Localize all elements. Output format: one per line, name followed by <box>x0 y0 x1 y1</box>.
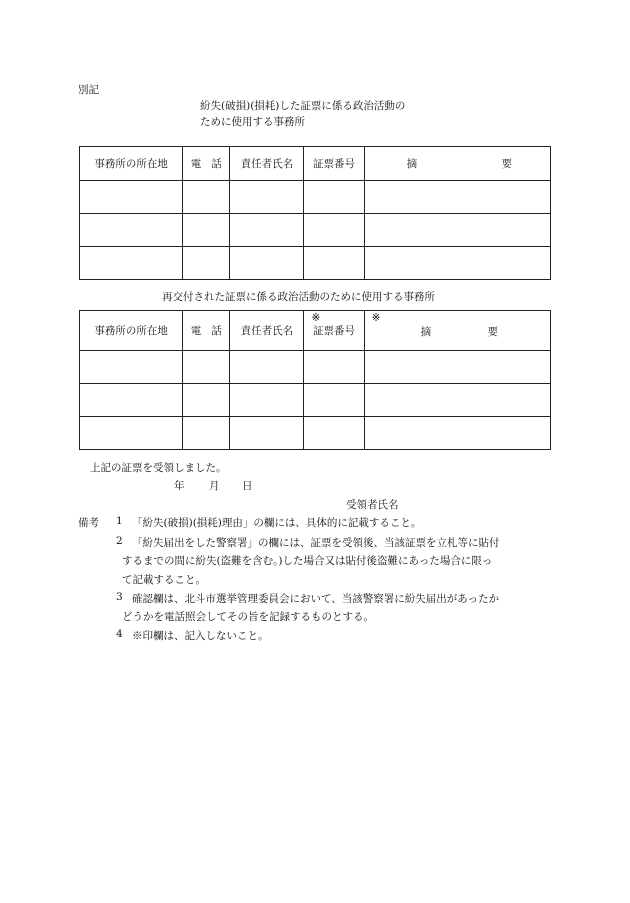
cell-phone[interactable] <box>183 247 230 280</box>
col-header-summary <box>364 311 550 351</box>
cell-person[interactable] <box>230 417 304 450</box>
receipt-statement: 上記の証票を受領しました。 <box>90 462 227 474</box>
cell-person[interactable] <box>230 247 304 280</box>
form-title-line2: ために使用する事務所 <box>200 116 305 128</box>
cell-cert[interactable] <box>304 417 364 450</box>
note-text-line: どうかを電話照会してその旨を記録するものとする。 <box>122 611 374 623</box>
col-header-phone <box>183 311 230 351</box>
col-header-phone-char2: 話 <box>211 325 222 337</box>
table-header-row <box>80 311 551 351</box>
table-row <box>80 214 551 247</box>
reissued-certificate-office-table <box>79 310 551 450</box>
col-header-person: 責任者氏名 <box>230 311 304 351</box>
cert-note-mark: ※ <box>311 312 321 324</box>
cell-address[interactable] <box>80 351 183 384</box>
cell-cert[interactable] <box>304 351 364 384</box>
col-header-summary-char1: 摘 <box>406 158 418 170</box>
table-header-row <box>80 147 551 181</box>
note-number: 3 <box>116 591 123 603</box>
table-row <box>80 181 551 214</box>
date-month-label: 月 <box>209 480 220 492</box>
cell-address[interactable] <box>80 247 183 280</box>
col-header-phone-char2: 話 <box>211 158 222 170</box>
form-title-line1: 紛失(破損)(損耗)した証票に係る政治活動の <box>200 100 406 112</box>
cell-cert[interactable] <box>304 214 364 247</box>
col-header-address: 事務所の所在地 <box>80 147 183 181</box>
col-header-summary-char2: 要 <box>487 326 498 338</box>
col-header-cert <box>304 311 364 351</box>
cell-summary[interactable] <box>364 247 550 280</box>
table-row <box>80 247 551 280</box>
cell-summary[interactable] <box>364 417 550 450</box>
cell-phone[interactable] <box>183 351 230 384</box>
table-row <box>80 417 551 450</box>
cell-summary[interactable] <box>364 181 550 214</box>
reissued-section-title: 再交付された証票に係る政治活動のために使用する事務所 <box>162 291 435 303</box>
col-header-address: 事務所の所在地 <box>80 311 183 351</box>
cell-phone[interactable] <box>183 417 230 450</box>
note-number: 2 <box>116 535 123 547</box>
cell-person[interactable] <box>230 214 304 247</box>
col-header-phone-char1: 電 <box>190 158 202 170</box>
table-row <box>80 351 551 384</box>
cell-phone[interactable] <box>183 214 230 247</box>
cell-cert[interactable] <box>304 247 364 280</box>
cell-address[interactable] <box>80 384 183 417</box>
cell-phone[interactable] <box>183 181 230 214</box>
col-header-person: 責任者氏名 <box>230 147 304 181</box>
note-text-line: て記載すること。 <box>122 574 206 586</box>
cell-address[interactable] <box>80 181 183 214</box>
cell-address[interactable] <box>80 417 183 450</box>
summary-note-mark: ※ <box>371 312 381 324</box>
table-row <box>80 384 551 417</box>
note-text-line: 「紛失(破損)(損耗)理由」の欄には、具体的に記載すること。 <box>132 517 422 529</box>
cell-person[interactable] <box>230 181 304 214</box>
note-number: 1 <box>116 515 123 527</box>
col-header-summary-char1: 摘 <box>420 326 432 338</box>
cell-summary[interactable] <box>364 214 550 247</box>
lost-certificate-office-table <box>79 146 551 280</box>
appendix-label: 別記 <box>78 84 99 96</box>
cell-person[interactable] <box>230 351 304 384</box>
cell-cert[interactable] <box>304 384 364 417</box>
cell-summary[interactable] <box>364 351 550 384</box>
date-day-label: 日 <box>242 480 253 492</box>
note-number: 4 <box>116 628 123 640</box>
col-header-summary-char2: 要 <box>501 158 512 170</box>
cell-person[interactable] <box>230 384 304 417</box>
notes-label: 備考 <box>78 517 99 529</box>
col-header-cert-label: 証票番号 <box>313 325 356 337</box>
date-year-label: 年 <box>174 480 185 492</box>
recipient-name-label: 受領者氏名 <box>346 499 399 511</box>
cell-address[interactable] <box>80 214 183 247</box>
note-text-line: 確認欄は、北斗市選挙管理委員会において、当該警察署に紛失届出があったか <box>132 593 500 605</box>
col-header-summary <box>364 147 550 181</box>
col-header-phone <box>183 147 230 181</box>
cell-summary[interactable] <box>364 384 550 417</box>
note-text-line: 「紛失届出をした警察署」の欄には、証票を受領後、当該証票を立札等に貼付 <box>132 537 500 549</box>
cell-cert[interactable] <box>304 181 364 214</box>
note-text-line: ※印欄は、記入しないこと。 <box>132 630 269 642</box>
cell-phone[interactable] <box>183 384 230 417</box>
col-header-cert: 証票番号 <box>304 147 364 181</box>
col-header-phone-char1: 電 <box>190 325 202 337</box>
note-text-line: するまでの間に紛失(盗難を含む。)した場合又は貼付後盗難にあった場合に限っ <box>122 555 493 567</box>
